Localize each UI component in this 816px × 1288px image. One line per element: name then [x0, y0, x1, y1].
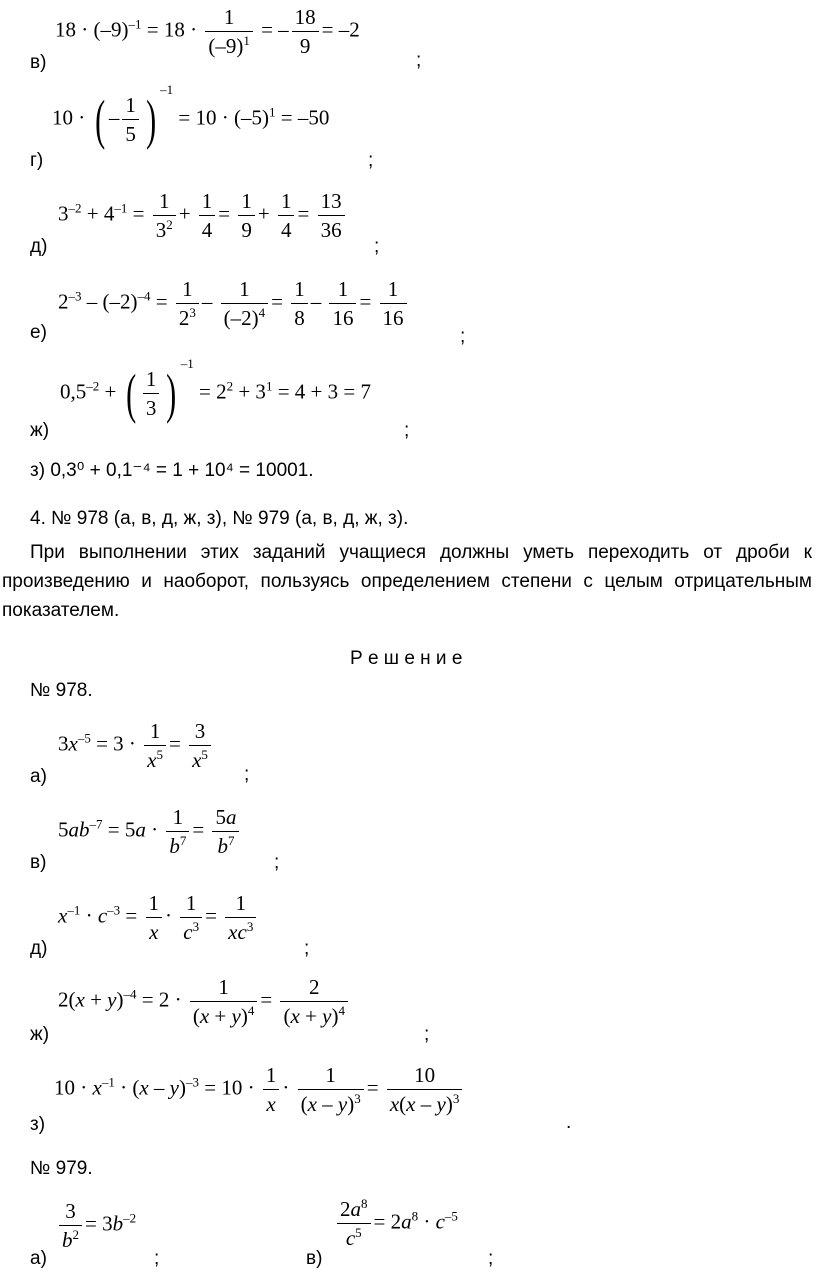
formula-g: 10 · ( – $\frac{1}{5}$ ) $^{-1} = 10 \cdot (-5)^1 = -50$ [52, 82, 330, 150]
task4-paragraph-line2: произведению и наоборот, пользуясь определением степени с целым отрицательным [2, 571, 812, 592]
semicolon: ; [404, 420, 410, 441]
formula-978-z: $10 \cdot x^{-1} \cdot (x - y)^{-3} = 10$ · $\frac{1}{x}$ · $\frac{1}{(x - y)^3}$ = $\frac{10}{x(x - y)^3}$ [54, 1064, 465, 1115]
task4-paragraph-line3: показателем. [2, 600, 120, 621]
item-label-978-d: д) [30, 938, 48, 959]
task4-paragraph-line1: При выполнении этих заданий учащиеся должны уметь переходить от дроби к [30, 542, 812, 563]
item-label-978-a: а) [30, 766, 47, 787]
item-z-text: з) 0,3⁰ + 0,1⁻⁴ = 1 + 10⁴ = 10001. [30, 460, 314, 481]
formula-979-a: $\frac{3}{b^2}$ = $3b^{-2}$ [56, 1200, 136, 1251]
problem-978-heading: № 978. [30, 680, 93, 701]
formula-978-zh: $2(x + y)^{-4} = 2$ · $\frac{1}{(x + y)^4}$ = $\frac{2}{(x + y)^4}$ [58, 976, 351, 1027]
formula-d: $3^{-2} + 4^{-1}$ = $\frac{1}{3^2}$ + $\frac{1}{4}$ = $\frac{1}{9}$ + $\frac{1}{4}$ = $\frac{13}{36}$ [58, 190, 348, 241]
item-label-978-zh: ж) [30, 1024, 50, 1045]
semicolon: ; [416, 50, 422, 71]
item-label-v: в) [30, 52, 47, 73]
formula-979-v: $\frac{2a^8}{c^5}$ = $2a^8 \cdot c^{-5}$ [334, 1198, 458, 1249]
formula-zh: $0,5^{-2}$ + ( $\frac{1}{3}$ ) $^{-1} = 2^2 + 3^1 = 4 + 3 = 7$ [60, 356, 371, 424]
period: . [566, 1112, 572, 1133]
task4-heading: 4. № 978 (а, в, д, ж, з), № 979 (а, в, д, ж, з). [30, 508, 409, 529]
semicolon: ; [460, 326, 466, 347]
formula-e: $2^{-3} - (-2)^{-4}$ = $\frac{1}{2^3}$ – $\frac{1}{(-2)^4}$ = $\frac{1}{8}$ – $\frac{1}{16}$ = $\frac{1}{16}$ [58, 278, 410, 329]
problem-979-heading: № 979. [30, 1158, 93, 1179]
item-label-e: е) [30, 322, 47, 343]
formula-v: $18 \cdot (-9)^{-1} = 18$ · $\frac{1}{(-9)^1}$ = – $\frac{18}{9}$ = –2 [55, 5, 360, 59]
formula-978-v: $5ab^{-7} = 5a$ · $\frac{1}{b^7}$ = $\frac{5a}{b^7}$ [58, 806, 242, 857]
semicolon: ; [274, 852, 280, 873]
formula-978-d: $x^{-1} \cdot c^{-3}$ = $\frac{1}{x}$ · $\frac{1}{c^3}$ = $\frac{1}{xc^3}$ [58, 892, 259, 943]
item-label-zh: ж) [30, 420, 50, 441]
semicolon: ; [154, 1248, 160, 1269]
semicolon: ; [368, 150, 374, 171]
item-label-979-v: в) [306, 1248, 323, 1269]
solution-title: Р е ш е н и е [350, 648, 463, 669]
semicolon: ; [244, 764, 250, 785]
item-label-979-a: а) [30, 1248, 47, 1269]
item-label-978-z: з) [30, 1114, 46, 1135]
semicolon: ; [374, 236, 380, 257]
item-label-g: г) [30, 150, 44, 171]
semicolon: ; [488, 1248, 494, 1269]
semicolon: ; [304, 938, 310, 959]
item-label-978-v: в) [30, 852, 47, 873]
item-label-d: д) [30, 236, 48, 257]
semicolon: ; [424, 1024, 430, 1045]
formula-978-a: $3x^{-5} = 3$ · $\frac{1}{x^5}$ = $\frac{3}{x^5}$ [58, 720, 214, 771]
